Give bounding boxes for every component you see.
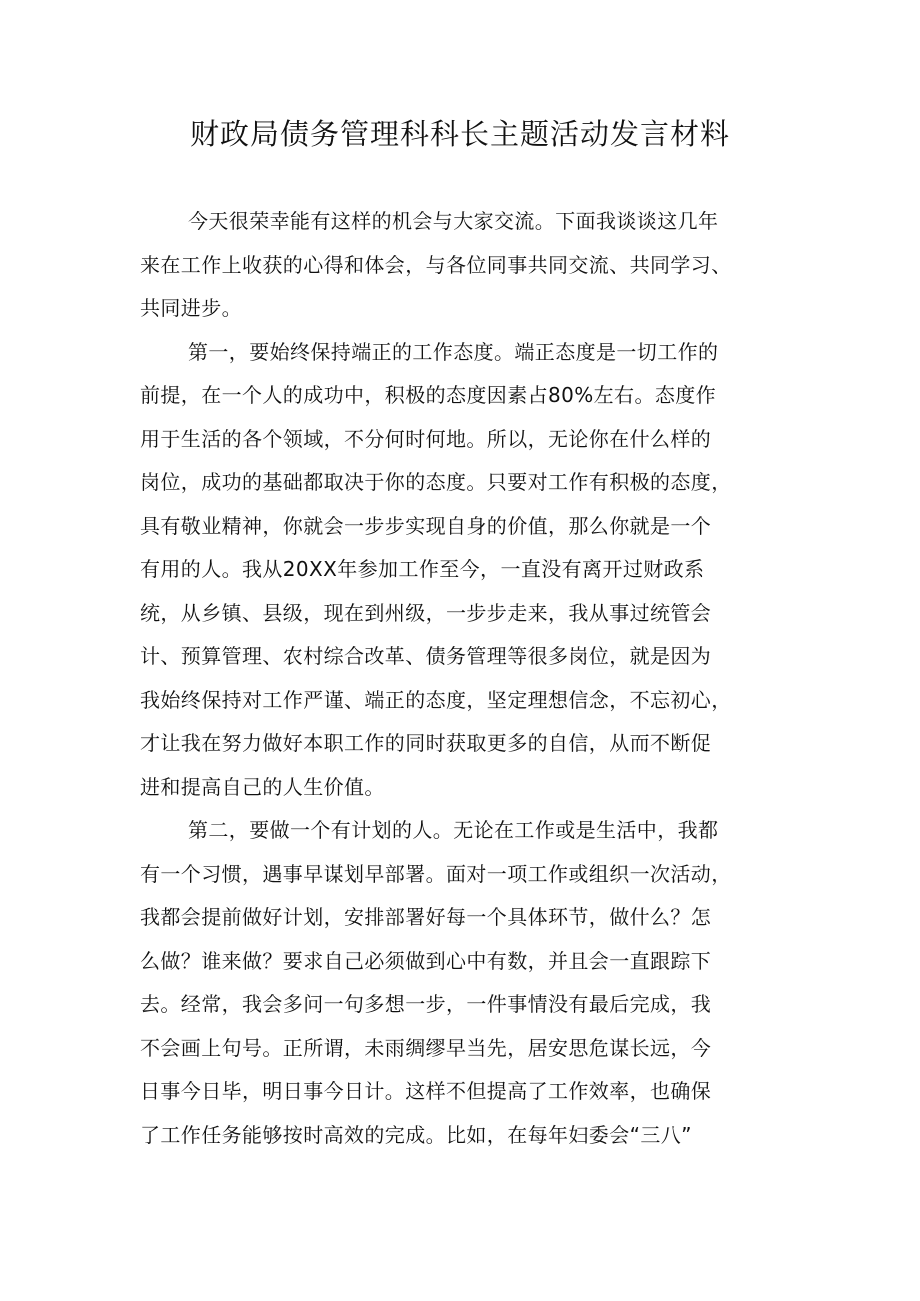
text-line: 具有敬业精神，你就会一步步实现自身的价值，那么你就是一个 <box>140 513 712 538</box>
paragraph-second-point <box>140 809 785 1157</box>
text-line: 去。经常，我会多问一句多想一步，一件事情没有最后完成，我 <box>140 992 712 1016</box>
document-body <box>140 200 785 1157</box>
text-line: 今天很荣幸能有这样的机会与大家交流。下面我谈谈这几年 <box>188 209 719 233</box>
text-line: 进和提高自己的人生价值。 <box>140 774 385 799</box>
text-line: 第二，要做一个有计划的人。无论在工作或是生活中，我都 <box>188 818 719 842</box>
text-line: 有一个习惯，遇事早谋划早部署。面对一项工作或组织一次活动， <box>140 861 732 886</box>
text-line: 岗位，成功的基础都取决于你的态度。只要对工作有积极的态度， <box>140 470 732 494</box>
text-line: 第一，要始终保持端正的工作态度。端正态度是一切工作的 <box>188 339 719 364</box>
paragraph-intro <box>140 200 785 331</box>
text-line: 日事今日毕，明日事今日计。这样不但提高了工作效率，也确保 <box>140 1079 712 1103</box>
text-line: 我都会提前做好计划，安排部署好每一个具体环节，做什么？怎 <box>140 905 712 929</box>
text-line: 有用的人。我从20XX年参加工作至今，一直没有离开过财政系 <box>140 557 705 581</box>
text-line: 前提，在一个人的成功中，积极的态度因素占80%左右。态度作 <box>140 383 717 407</box>
text-line: 用于生活的各个领域，不分何时何地。所以，无论你在什么样的 <box>140 426 712 451</box>
text-line: 统，从乡镇、县级，现在到州级，一步步走来，我从事过统管会 <box>140 600 712 625</box>
text-line: 才让我在努力做好本职工作的同时获取更多的自信，从而不断促 <box>140 731 712 755</box>
text-line: 共同进步。 <box>140 296 242 320</box>
paragraph-first-point <box>140 331 785 810</box>
text-line: 么做？谁来做？要求自己必须做到心中有数，并且会一直跟踪下 <box>140 948 712 973</box>
text-line: 我始终保持对工作严谨、端正的态度，坚定理想信念，不忘初心， <box>140 687 732 712</box>
text-line: 来在工作上收获的心得和体会，与各位同事共同交流、共同学习、 <box>140 252 732 277</box>
document-title: 财政局债务管理科科长主题活动发言材料 <box>189 117 730 151</box>
text-line: 了工作任务能够按时高效的完成。比如，在每年妇委会“三八” <box>140 1122 692 1147</box>
text-line: 计、预算管理、农村综合改革、债务管理等很多岗位，就是因为 <box>140 644 712 668</box>
text-line: 不会画上句号。正所谓，未雨绸缪早当先，居安思危谋长远，今 <box>140 1035 712 1060</box>
